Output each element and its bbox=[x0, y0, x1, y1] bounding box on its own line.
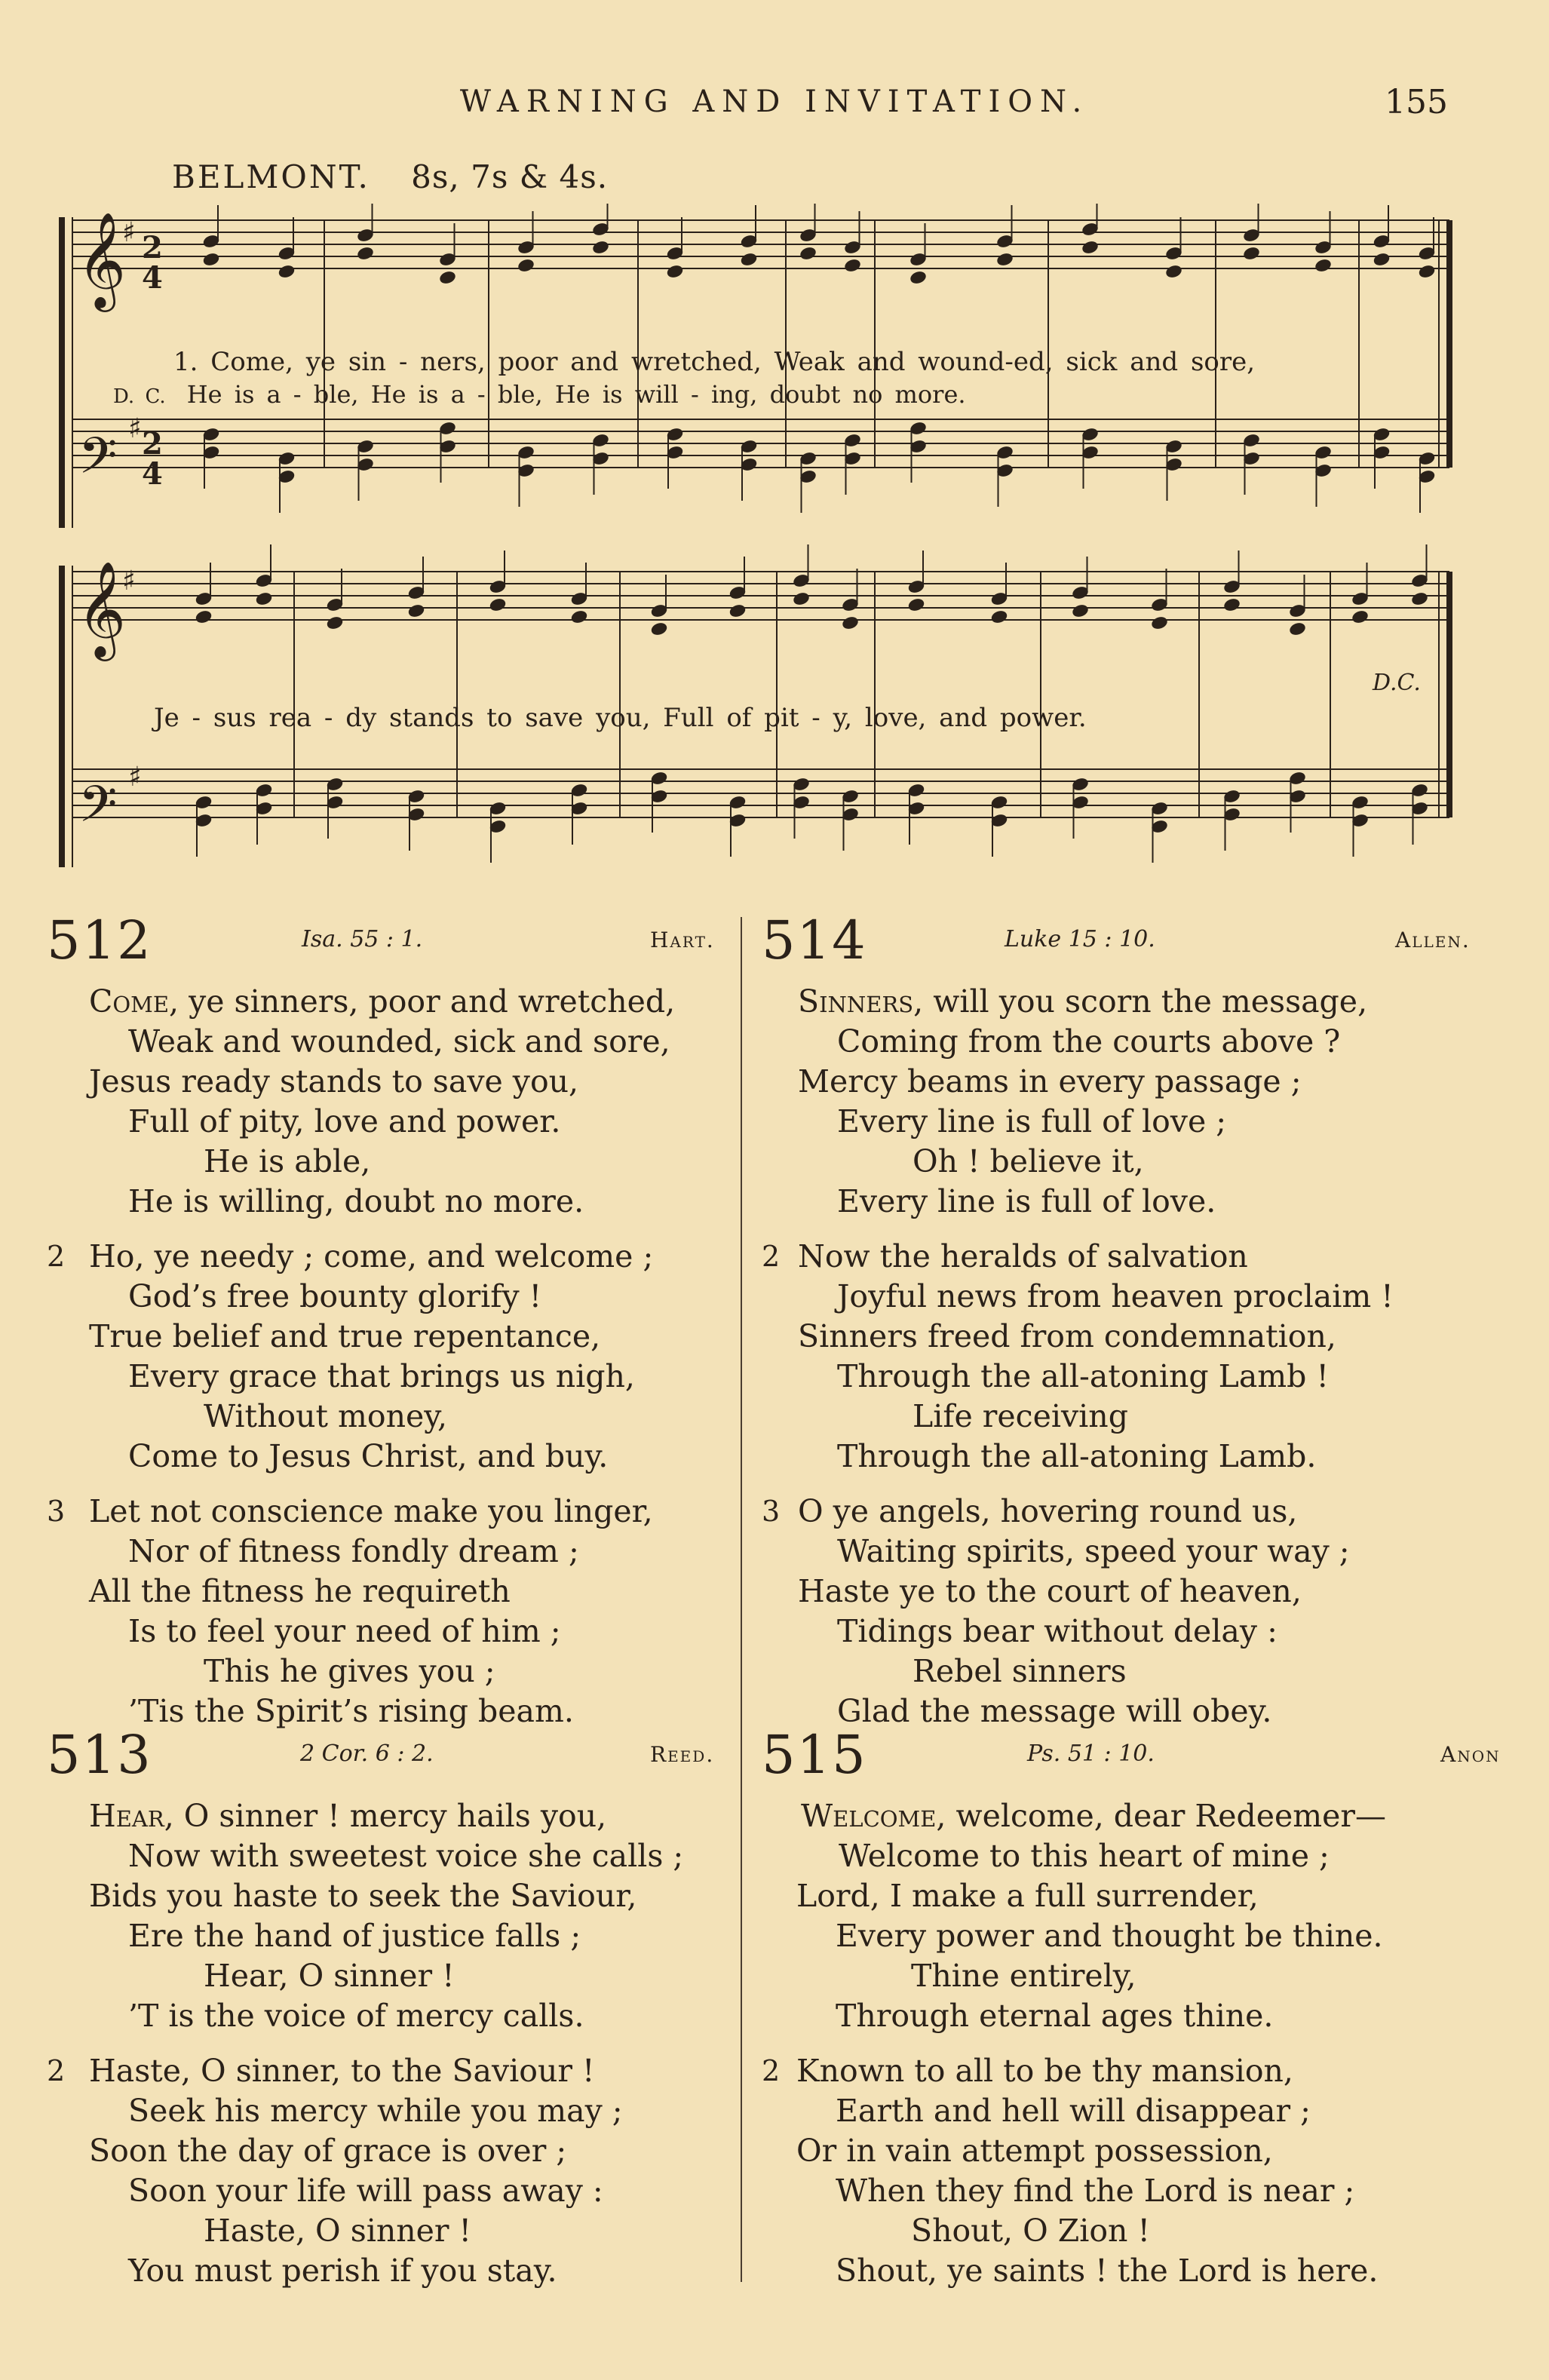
verse-line: Hear, O sinner ! bbox=[204, 1958, 455, 1994]
note-head bbox=[517, 258, 535, 273]
verse-line: This he gives you ; bbox=[204, 1653, 495, 1689]
hymn-number: 512 bbox=[47, 909, 152, 971]
verse-line: Joyful news from heaven proclaim ! bbox=[837, 1278, 1394, 1314]
verse-line: Thine entirely, bbox=[911, 1958, 1136, 1994]
stanza-3 bbox=[47, 1492, 733, 1731]
note-head bbox=[1081, 240, 1100, 255]
verse-line: Sinners, will you scorn the message, bbox=[798, 983, 1368, 1020]
note-head bbox=[1314, 258, 1333, 273]
verse-line: Oh ! believe it, bbox=[913, 1143, 1144, 1179]
stanza-3 bbox=[762, 1492, 1516, 1731]
note-head bbox=[1165, 264, 1183, 279]
verse-line: You must perish if you stay. bbox=[128, 2253, 557, 2289]
stanza-2 bbox=[762, 2051, 1516, 2291]
note-head bbox=[799, 246, 817, 261]
note-head bbox=[278, 264, 296, 279]
stanza-2 bbox=[762, 1237, 1516, 1477]
treble-clef: 𝄞 bbox=[77, 560, 127, 657]
stanza-1 bbox=[47, 982, 733, 1222]
verse-line: Nor of fitness fondly dream ; bbox=[128, 1533, 579, 1569]
verse-line: Through eternal ages thine. bbox=[836, 1998, 1274, 2034]
hymn-header bbox=[47, 1724, 733, 1786]
verse-line: Earth and hell will disappear ; bbox=[836, 2093, 1311, 2129]
time-signature: 4 bbox=[142, 456, 163, 492]
verse-line: Every line is full of love. bbox=[837, 1183, 1216, 1219]
note-head bbox=[326, 615, 344, 630]
tune-meter: 8s, 7s & 4s. bbox=[411, 158, 609, 195]
lyric-line-2-text: He is a - ble, He is a - ble, He is will - ing, doubt no more. bbox=[186, 380, 966, 409]
lyric-line-3: Je - sus rea - dy stands to save you, Full of pit - y, love, and power. bbox=[154, 703, 1087, 733]
verse-line: Or in vain attempt possession, bbox=[796, 2133, 1273, 2169]
verse-line: Coming from the courts above ? bbox=[837, 1023, 1341, 1060]
note-head bbox=[255, 591, 273, 606]
note-head bbox=[1418, 264, 1436, 279]
bass-clef: 𝄢 bbox=[78, 427, 118, 497]
verse-line: 2 Known to all to be thy mansion, bbox=[762, 2053, 1293, 2089]
verse-line: Seek his mercy while you may ; bbox=[128, 2093, 623, 2129]
hymn-515 bbox=[762, 1724, 1516, 2291]
hymn-header bbox=[762, 909, 1516, 971]
scripture-reference: Ps. 51 : 10. bbox=[1027, 1741, 1155, 1767]
note-head bbox=[1289, 621, 1307, 636]
verse-line: ’T is the voice of mercy calls. bbox=[128, 1998, 584, 2034]
verse-line: 3 Let not conscience make you linger, bbox=[47, 1493, 653, 1529]
music-score bbox=[53, 204, 1455, 882]
time-signature: 2 bbox=[142, 426, 163, 462]
bass-clef: 𝄢 bbox=[78, 775, 118, 845]
note-head bbox=[844, 258, 862, 273]
verse-line: Every grace that brings us nigh, bbox=[128, 1358, 635, 1394]
stanza-1 bbox=[762, 1796, 1516, 2036]
verse-line: Ere the hand of justice falls ; bbox=[128, 1918, 581, 1954]
note-head bbox=[195, 609, 213, 624]
hymn-number: 513 bbox=[47, 1724, 152, 1786]
note-head bbox=[907, 597, 925, 612]
stanza-2 bbox=[47, 2051, 733, 2291]
note-head bbox=[570, 609, 588, 624]
time-signature: 2 bbox=[142, 230, 163, 265]
note-head bbox=[1223, 597, 1241, 612]
column-divider bbox=[741, 917, 742, 2282]
verse-line: Rebel sinners bbox=[913, 1653, 1127, 1689]
first-word: Welcome, bbox=[801, 1798, 946, 1834]
sharp-sign: ♯ bbox=[122, 566, 136, 597]
note-head bbox=[1351, 609, 1370, 624]
note-head bbox=[650, 621, 668, 636]
scripture-reference: Isa. 55 : 1. bbox=[302, 926, 423, 952]
verse-line: 3 O ye angels, hovering round us, bbox=[762, 1493, 1298, 1529]
note-head bbox=[439, 270, 457, 285]
running-head: WARNING AND INVITATION. bbox=[459, 84, 1090, 119]
verse-line: Welcome to this heart of mine ; bbox=[839, 1838, 1330, 1874]
lyric-line-2 bbox=[113, 380, 966, 409]
verse-line: Through the all-atoning Lamb. bbox=[837, 1438, 1317, 1474]
note-head bbox=[909, 270, 928, 285]
note-head bbox=[592, 240, 610, 255]
verse-line: Every power and thought be thine. bbox=[836, 1918, 1383, 1954]
page-number: 155 bbox=[1385, 83, 1448, 121]
note-head bbox=[407, 603, 425, 618]
note-head bbox=[1151, 615, 1169, 630]
verse-line: Haste, O sinner ! bbox=[204, 2213, 472, 2249]
dc-mark: D.C. bbox=[1373, 670, 1421, 696]
clefs bbox=[77, 211, 163, 845]
sharp-sign: ♯ bbox=[128, 762, 142, 793]
verse-line: Now with sweetest voice she calls ; bbox=[128, 1838, 684, 1874]
stanza-1 bbox=[47, 1796, 733, 2036]
verse-line: 2 Haste, O sinner, to the Saviour ! bbox=[47, 2053, 595, 2089]
sharp-sign: ♯ bbox=[128, 413, 142, 444]
note-head bbox=[740, 252, 758, 267]
verse-line: Shout, ye saints ! the Lord is here. bbox=[836, 2253, 1379, 2289]
tune-name: BELMONT. bbox=[172, 158, 370, 195]
stanza-1 bbox=[762, 982, 1516, 1222]
time-signature: 4 bbox=[142, 260, 163, 296]
verse-line: Come, ye sinners, poor and wretched, bbox=[89, 983, 676, 1020]
hymn-author: Allen. bbox=[1395, 928, 1471, 952]
verse-line: Glad the message will obey. bbox=[837, 1693, 1272, 1729]
sharp-sign: ♯ bbox=[122, 217, 136, 248]
tune-heading bbox=[172, 158, 608, 195]
dc-prefix: D. C. bbox=[113, 385, 166, 408]
verse-line: Soon the day of grace is over ; bbox=[89, 2133, 567, 2169]
verse-line: Jesus ready stands to save you, bbox=[89, 1063, 579, 1100]
hymn-author: Anon bbox=[1440, 1742, 1501, 1767]
note-head bbox=[842, 615, 860, 630]
note-head bbox=[1373, 252, 1391, 267]
stanza-2 bbox=[47, 1237, 733, 1477]
verse-line: He is willing, doubt no more. bbox=[128, 1183, 584, 1219]
verse-line: He is able, bbox=[204, 1143, 371, 1179]
hymn-author: Reed. bbox=[650, 1742, 715, 1767]
verse-line: Weak and wounded, sick and sore, bbox=[128, 1023, 670, 1060]
system-1 bbox=[62, 217, 72, 528]
note-head bbox=[1072, 603, 1090, 618]
system-2 bbox=[62, 566, 72, 867]
verse-line: Come to Jesus Christ, and buy. bbox=[128, 1438, 609, 1474]
first-word: Sinners, bbox=[798, 983, 924, 1020]
treble-clef: 𝄞 bbox=[77, 211, 127, 308]
hymn-header bbox=[762, 1724, 1516, 1786]
verse-line: God’s free bounty glorify ! bbox=[128, 1278, 542, 1314]
notes bbox=[195, 204, 1436, 863]
verse-line: Every line is full of love ; bbox=[837, 1103, 1227, 1139]
hymn-number: 515 bbox=[762, 1724, 867, 1786]
verse-line: Soon your life will pass away : bbox=[128, 2173, 603, 2209]
score-notation bbox=[53, 204, 1455, 882]
verse-line: Through the all-atoning Lamb ! bbox=[837, 1358, 1329, 1394]
note-head bbox=[1243, 246, 1261, 261]
verse-line: When they find the Lord is near ; bbox=[836, 2173, 1355, 2209]
note-head bbox=[489, 597, 507, 612]
note-head bbox=[666, 264, 684, 279]
hymn-514 bbox=[762, 909, 1516, 1731]
hymn-512 bbox=[47, 909, 733, 1731]
note-head bbox=[1411, 591, 1429, 606]
note-head bbox=[202, 252, 220, 267]
verse-line: Haste ye to the court of heaven, bbox=[798, 1573, 1302, 1609]
note-head bbox=[728, 603, 747, 618]
verse-line: Sinners freed from condemnation, bbox=[798, 1318, 1336, 1354]
verse-line: Waiting spirits, speed your way ; bbox=[837, 1533, 1350, 1569]
verse-line: Mercy beams in every passage ; bbox=[798, 1063, 1302, 1100]
verse-line: Is to feel your need of him ; bbox=[128, 1613, 561, 1649]
note-head bbox=[357, 246, 375, 261]
first-word: Hear, bbox=[89, 1798, 174, 1834]
verse-line: All the fitness he requireth bbox=[89, 1573, 511, 1609]
verse-line: Shout, O Zion ! bbox=[911, 2213, 1150, 2249]
hymn-author: Hart. bbox=[650, 928, 715, 952]
hymn-number: 514 bbox=[762, 909, 867, 971]
note-head bbox=[793, 591, 811, 606]
verse-line: Hear, O sinner ! mercy hails you, bbox=[89, 1798, 607, 1834]
verse-line: Lord, I make a full surrender, bbox=[796, 1878, 1259, 1914]
verse-line: Life receiving bbox=[913, 1398, 1128, 1434]
note-head bbox=[996, 252, 1014, 267]
note-head bbox=[990, 609, 1008, 624]
first-word: Come, bbox=[89, 983, 179, 1020]
verse-line: True belief and true repentance, bbox=[89, 1318, 601, 1354]
hymn-513 bbox=[47, 1724, 733, 2291]
verse-line: Tidings bear without delay : bbox=[837, 1613, 1278, 1649]
scripture-reference: 2 Cor. 6 : 2. bbox=[300, 1741, 434, 1767]
verse-line: 2 Now the heralds of salvation bbox=[762, 1238, 1248, 1274]
verse-line: 2 Ho, ye needy ; come, and welcome ; bbox=[47, 1238, 654, 1274]
verse-line: ’Tis the Spirit’s rising beam. bbox=[128, 1693, 574, 1729]
verse-line: Bids you haste to seek the Saviour, bbox=[89, 1878, 637, 1914]
verse-line: Welcome, welcome, dear Redeemer— bbox=[801, 1798, 1387, 1834]
hymn-header bbox=[47, 909, 733, 971]
scripture-reference: Luke 15 : 10. bbox=[1005, 926, 1155, 952]
verse-line: Full of pity, love and power. bbox=[128, 1103, 561, 1139]
verse-line: Without money, bbox=[204, 1398, 447, 1434]
lyric-line-1: 1. Come, ye sin - ners, poor and wretched, Weak and wound-ed, sick and sore, bbox=[173, 347, 1256, 377]
